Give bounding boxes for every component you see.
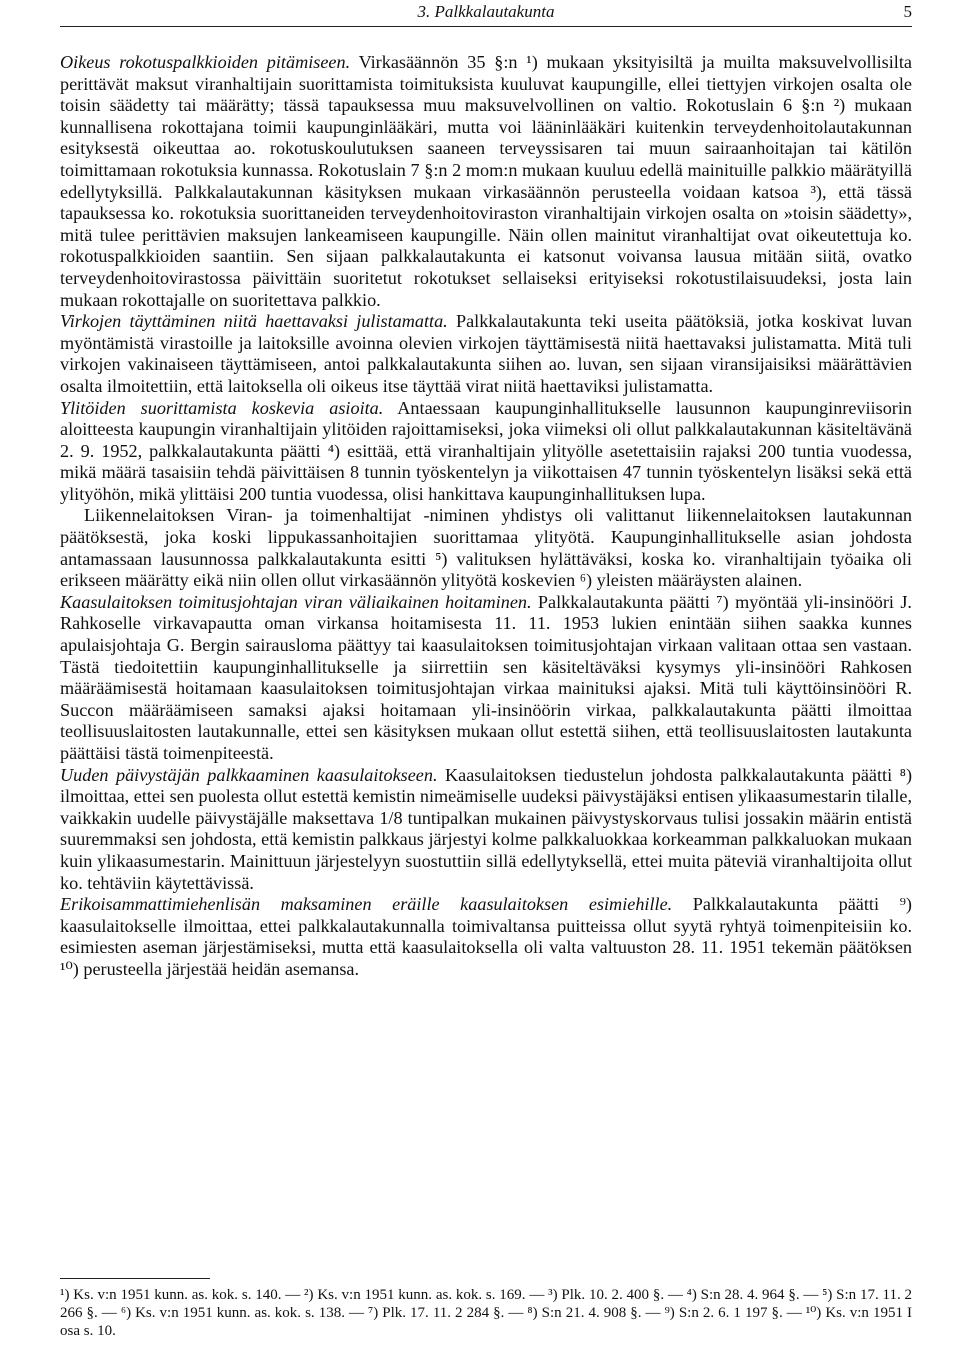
paragraph-erikoisammattimiehenlisa [60, 894, 912, 980]
body-text [60, 52, 912, 981]
section-heading: Virkojen täyttäminen niitä haettavaksi julistamatta. [60, 311, 448, 332]
paragraph-text: Liikennelaitoksen Viran- ja toimenhaltijat -niminen yhdistys oli valittanut liikennelaitoksen lautakunnan päätöksestä, joka koski lippukassanhoitajien suorittamaa ylityötä. Kaupunginhallitukselle asian johdosta antamassaan lausunnossa palkkalautakunta esitti ⁵) valituksen hylättäväksi, koska ko. viranhaltijain työaika oli erikseen määrätty eikä niin ollen ollut virkasäännön ylityötä koskevien ⁶) yleisten määräysten alainen. [60, 505, 912, 591]
paragraph-kaasulaitos-toimitusjohtaja [60, 592, 912, 765]
paragraph-rokotuspalkkiot [60, 52, 912, 311]
paragraph-text: Palkkalautakunta teki useita päätöksiä, jotka koskivat luvan myöntämistä virastoille ja laitoksille avoinna olevien virkojen täyttämisestä niitä haettavaksi julistamatta. Mitä tuli virkojen vakinaiseen täyttämiseen, antoi palkkalautakunta siihen ao. luvan, sen sijaan viransijaisiksi määrättävien osalta ilmoitettiin, että laitoksella oli oikeus itse täyttää virat niitä haettaviksi julistamatta. [60, 311, 912, 396]
running-title: 3. Palkkalautakunta [417, 2, 555, 21]
section-heading: Uuden päivystäjän palkkaaminen kaasulaitokseen. [60, 764, 438, 785]
footnote-divider [60, 1278, 210, 1279]
paragraph-liikennelaitos [60, 505, 912, 591]
paragraph-paivystaja [60, 765, 912, 895]
paragraph-text: Palkkalautakunta päätti ⁷) myöntää yli-insinööri J. Rahkoselle virkavapautta oman virkansa hoitamisesta 11. 11. 1953 lukien enintään siihen saakka kunnes apulaisjohtaja G. Bergin sairausloma päättyy tai kaasulaitoksen toimitusjohtajan virkaan valitaan ottaa sen vastaan. Tästä tiedoitettiin kaupunginhallitukselle ja siirrettiin sen käsiteltäväksi kysymys yli-insinööri Rahkosen määräämisestä hoitamaan kaasulaitoksen toimitusjohtajan virkaa mainituksi ajaksi. Mitä tuli käyttöinsinööri R. Succon määräämiseen samaksi ajaksi hoitamaan yli-insinöörin virkaa, palkkalautakunta päätti ilmoittaa teollisuuslaitosten lautakunnalle, ettei sen käsityksen mukaan ollut estettä siihen, että teollisuuslaitosten lautakunta päättäisi tästä toimenpiteestä. [60, 591, 912, 763]
footnotes: ¹) Ks. v:n 1951 kunn. as. kok. s. 140. — ²) Ks. v:n 1951 kunn. as. kok. s. 169. — ³) Plk. 10. 2. 400 §. — ⁴) S:n 28. 4. 964 §. — ⁵) S:n 17. 11. 2 266 §. — ⁶) Ks. v:n 1951 kunn. as. kok. s. 138. — ⁷) Plk. 17. 11. 2 284 §. — ⁸) S:n 21. 4. 908 §. — ⁹) S:n 2. 6. 1 197 §. — ¹⁰) Ks. v:n 1951 I osa s. 10. [60, 1287, 912, 1339]
running-header [60, 0, 912, 27]
section-heading: Kaasulaitoksen toimitusjohtajan viran väliaikainen hoitaminen. [60, 591, 532, 612]
paragraph-text: Kaasulaitoksen tiedustelun johdosta palkkalautakunta päätti ⁸) ilmoittaa, ettei sen puolesta ollut estettä kemistin nimeämiselle uudeksi päivystäjäksi entisen ylikaasumestarin tilalle, vaikkakin uudelle päivystäjälle maksettava 1/8 tuntipalkan mukainen päivystyskorvaus tulisi jossakin määrin entistä suuremmaksi sen johdosta, että kemistin palkkaus järjestyi kolme palkkaluokkaa korkeamman palkkaluokan mukaan kuin ylikaasumestarin. Mainittuun järjestelyyn suostuttiin sillä edellytyksellä, ettei muita päteviä viranhaltijoita ollut ko. tehtäviin käytettävissä. [60, 764, 912, 893]
page-number: 5 [903, 2, 912, 21]
section-heading: Erikoisammattimiehenlisän maksaminen eräille kaasulaitoksen esimiehille. [60, 894, 673, 915]
section-heading: Ylitöiden suorittamista koskevia asioita. [60, 397, 384, 418]
paragraph-ylityot [60, 398, 912, 506]
paragraph-text: Palkkalautakunta päätti ⁹) kaasulaitokselle ilmoittaa, ettei palkkalautakunnalla toimivaltansa puitteissa ollut syytä ryhtyä toimenpiteisiin ko. esimiesten aseman järjestämiseksi, mutta että kaasulaitoksella oli valta valtuuston 28. 11. 1951 tekemän päätöksen ¹⁰) perusteella järjestää heidän asemansa. [60, 894, 912, 979]
paragraph-virkojen-tayttaminen [60, 311, 912, 397]
section-heading: Oikeus rokotuspalkkioiden pitämiseen. [60, 52, 351, 72]
paragraph-text: Antaessaan kaupunginhallitukselle lausunnon kaupunginreviisorin aloitteesta kaupungin viranhaltijain ylitöiden rajoittamiseksi, joka viimeksi oli ollut palkkalautakunnan käsiteltävänä 2. 9. 1952, palkkalautakunta päätti ⁴) esittää, että viranhaltijain ylityölle asetettaisiin rajaksi 200 tuntia vuodessa, mikä määrä tasaisiin tehdä päivittäisen 8 tunnin työskentelyn ja viikottaisen 47 tunnin työskentelyn lisäksi sekä että ylityöhön, mikä ylittäisi 200 tuntia vuodessa, olisi hankittava kaupunginhallituksen lupa. [60, 397, 912, 504]
paragraph-text: Virkasäännön 35 §:n ¹) mukaan yksityisiltä ja muilta maksuvelvollisilta perittävät maksut viranhaltijain suorittamista toimituksista kuuluvat kaupungille, ellei tiettyjen virkojen osalta ole toisin säädetty tai määrätty; tässä tapauksessa muu maksuvelvollinen on valtio. Rokotuslain 6 §:n ²) mukaan kunnallisena rokottajana toimii kaupunginlääkäri, mutta voi lääninlääkäri kuitenkin terveydenhoitolautakunnan esityksestä oikeuttaa ao. rokotuskoulutuksen saaneen terveyssisaren tai muun sairaanhoitajan tai kätilön toimittamaan rokotuksia kunnassa. Rokotuslain 7 §:n 2 mom:n mukaan kuuluu edellä mainituille palkkio määrätyillä edellytyksillä. Palkkalautakunnan käsityksen mukaan virkasäännön perusteella voidaan katsoa ³), että tässä tapauksessa ko. rokotuksia suorittaneiden terveydenhoitoviraston viranhaltijain virkojen osalta on »toisin säädetty», mitä tulee perittävien maksujen lankeamiseen kaupungille. Näin ollen mainitut viranhaltijat ovat oikeutettuja ko. rokotuspalkkioiden saantiin. Sen sijaan palkkalautakunta ei katsonut voivansa lausua mitään siitä, ovatko terveydenhoitovirastossa päivittäin suoritetut rokotukset sellaiseksi erityiseksi rokotustilaisuudeksi, josta lain mukaan rokottajalle on suoritettava palkkio. [60, 52, 912, 310]
